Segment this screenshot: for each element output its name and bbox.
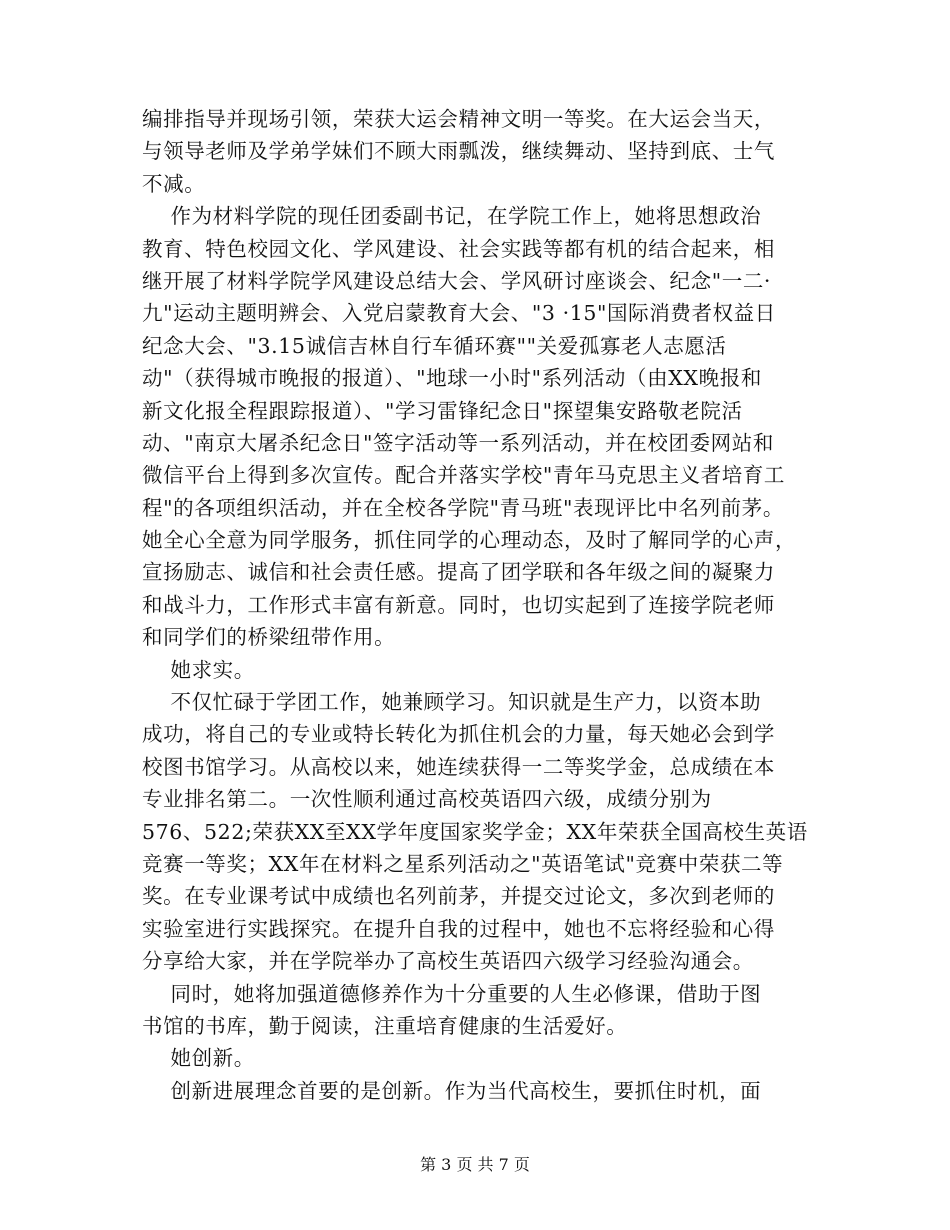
text-line: 和战斗力，工作形式丰富有新意。同时，也切实起到了连接学院老师 [142,592,775,617]
text-line: 和同学们的桥梁纽带作用。 [142,625,396,650]
text-line: 专业排名第二。一次性顺利通过高校英语四六级，成绩分别为 [142,787,712,812]
text-line: 纪念大会、"3.15诚信吉林自行车循环赛""关爱孤寡老人志愿活 [142,333,727,358]
text-line: 不仅忙碌于学团工作，她兼顾学习。知识就是生产力，以资本助 [142,690,762,715]
text-line: 成功，将自己的专业或特长转化为抓住机会的力量，每天她必会到学 [142,722,775,747]
text-line: 动"（获得城市晚报的报道）、"地球一小时"系列活动（由XX晚报和 [142,366,762,391]
text-line: 奖。在专业课考试中成绩也名列前茅，并提交过论文，多次到老师的 [142,884,775,909]
text-line: 教育、特色校园文化、学风建设、社会实践等都有机的结合起来，相 [142,236,775,261]
text-line: 继开展了材料学院学风建设总结大会、学风研讨座谈会、纪念"一二· [142,268,772,293]
text-line: 校图书馆学习。从高校以来，她连续获得一二等奖学金，总成绩在本 [142,754,775,779]
text-line: 分享给大家，并在学院举办了高校生英语四六级学习经验沟通会。 [142,949,754,974]
text-line: 不减。 [142,171,206,196]
text-line: 她全心全意为同学服务，抓住同学的心理动态，及时了解同学的心声， [142,528,797,553]
text-line: 新文化报全程跟踪报道）、"学习雷锋纪念日"探望集安路敬老院活 [142,398,743,423]
text-line: 微信平台上得到多次宣传。配合并落实学校"青年马克思主义者培育工 [142,463,786,488]
text-line: 与领导老师及学弟学妹们不顾大雨瓢泼，继续舞动、坚持到底、士气 [142,139,775,164]
text-line: 书馆的书库，勤于阅读，注重培育健康的生活爱好。 [142,1013,628,1038]
text-line: 作为材料学院的现任团委副书记，在学院工作上，她将思想政治 [142,204,762,229]
text-line: 创新进展理念首要的是创新。作为当代高校生，要抓住时机，面 [142,1078,762,1103]
text-line: 编排指导并现场引领，荣获大运会精神文明一等奖。在大运会当天， [142,107,775,131]
text-line: 她创新。 [142,1046,255,1071]
text-line: 程"的各项组织活动，并在全校各学院"青马班"表现评比中名列前茅。 [142,495,784,520]
text-line: 宣扬励志、诚信和社会责任感。提高了团学联和各年级之间的凝聚力 [142,560,775,585]
page-footer: 第 3 页 共 7 页 [420,1155,530,1174]
text-line: 她求实。 [142,657,255,682]
text-line: 同时，她将加强道德修养作为十分重要的人生必修课，借助于图 [142,981,762,1006]
text-line: 实验室进行实践探究。在提升自我的过程中，她也不忘将经验和心得 [142,916,775,941]
text-line: 576、522;荣获XX至XX学年度国家奖学金；XX年荣获全国高校生英语 [142,819,808,844]
text-line: 动、"南京大屠杀纪念日"签字活动等一系列活动，并在校团委网站和 [142,430,774,455]
text-line: 九"运动主题明辨会、入党启蒙教育大会、"3 ·15"国际消费者权益日 [142,301,776,326]
text-line: 竞赛一等奖；XX年在材料之星系列活动之"英语笔试"竞赛中荣获二等 [142,851,784,876]
body-text [142,103,822,1107]
